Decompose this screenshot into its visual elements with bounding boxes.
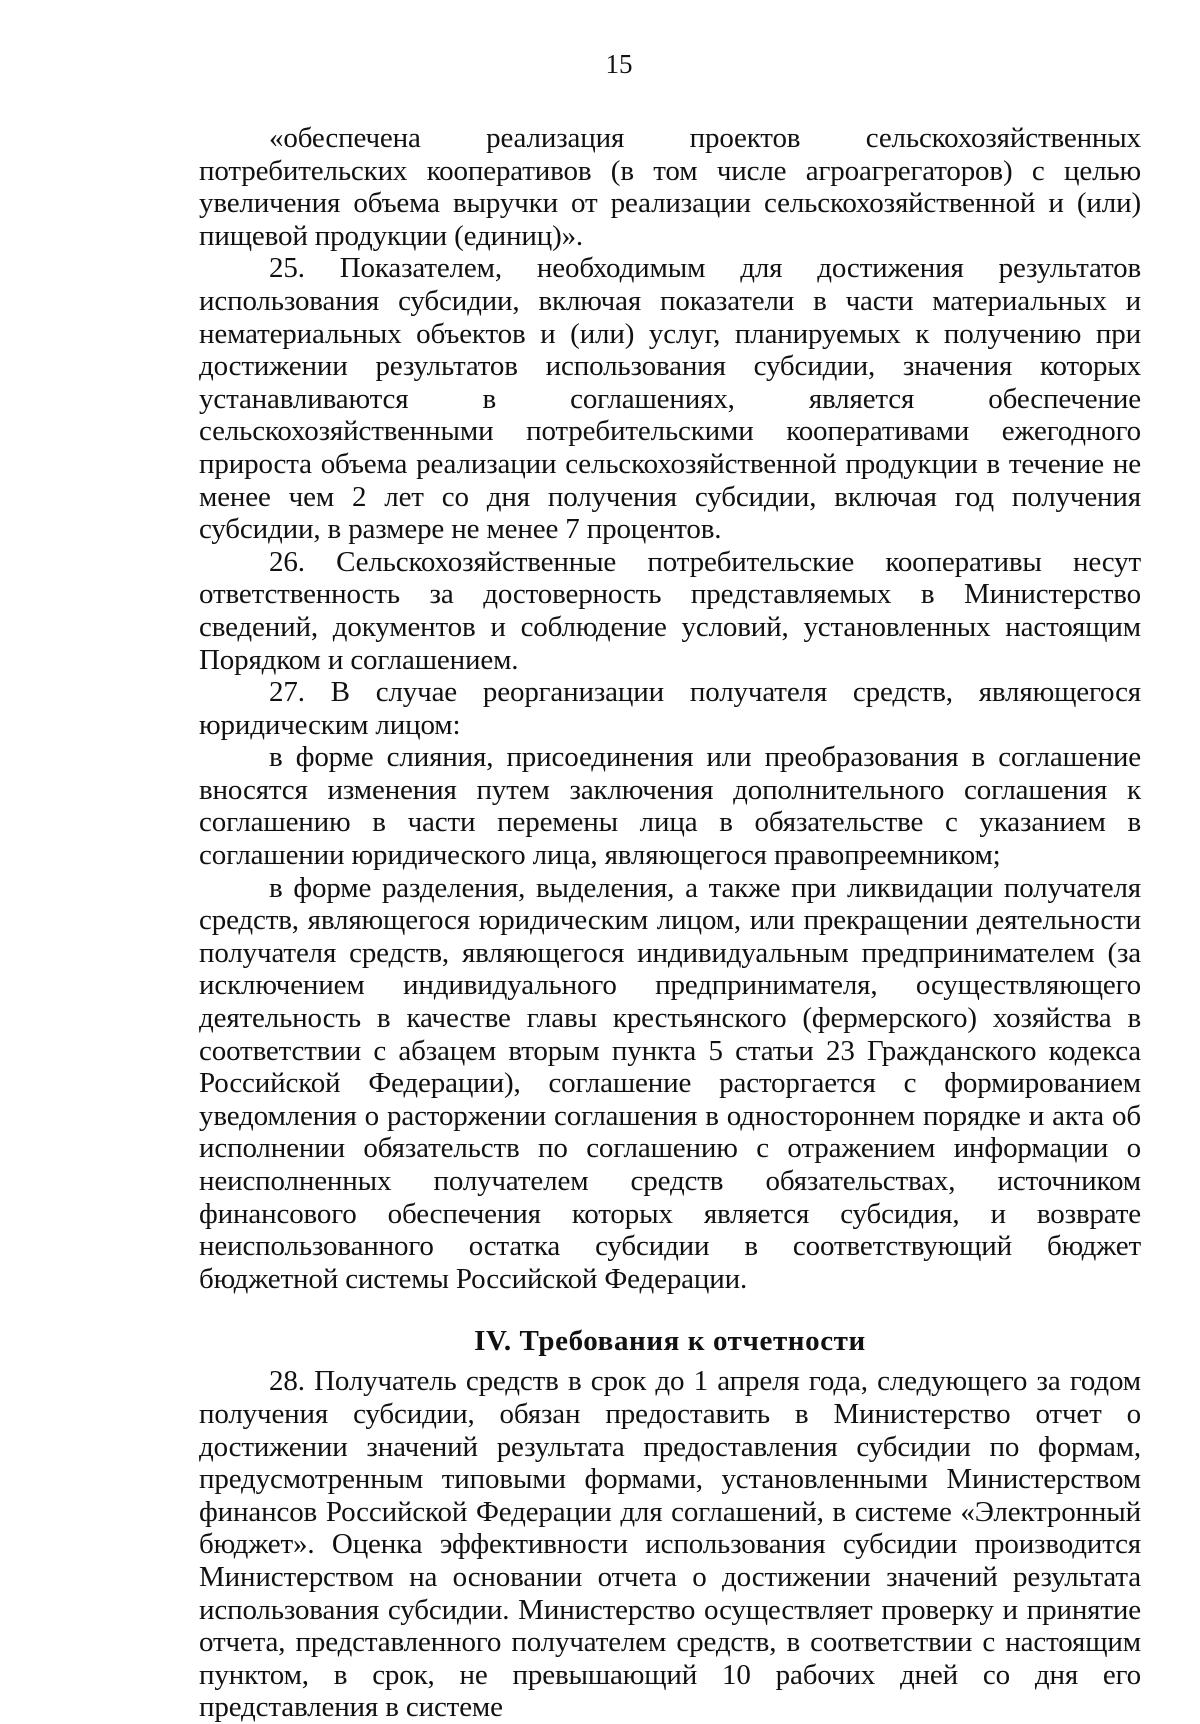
document-body	[199, 122, 1141, 1724]
paragraph-27: 27. В случае реорганизации получателя средств, являющегося юридическим лицом:	[199, 676, 1141, 741]
paragraph-quote-closing: «обеспечена реализация проектов сельскохозяйственных потребительских кооперативов (в том числе агроагрегаторов) с целью увеличения объема выручки от реализации сельскохозяйственной и (или) пищевой продукции (единиц)».	[199, 122, 1141, 252]
paragraph-27-merger: в форме слияния, присоединения или преобразования в соглашение вносятся изменения путем заключения дополнительного соглашения к соглашению в части перемены лица в обязательстве с указанием в соглашении юридического лица, являющегося правопреемником;	[199, 741, 1141, 872]
section-heading: IV. Требования к отчетности	[474, 1325, 866, 1358]
paragraph-25: 25. Показателем, необходимым для достижения результатов использования субсидии, включая показатели в части материальных и нематериальных объектов и (или) услуг, планируемых к получению при достижении результатов использования субсидии, значения которых устанавливаются в соглашениях, является обеспечение сельскохозяйственными потребительскими кооперативами ежегодного прироста объема реализации сельскохозяйственной продукции в течение не менее чем 2 лет со дня получения субсидии, включая год получения субсидии, в размере не менее 7 процентов.	[199, 252, 1141, 546]
paragraph-26: 26. Сельскохозяйственные потребительские кооперативы несут ответственность за достоверность представляемых в Министерство сведений, документов и соблюдение условий, установленных настоящим Порядком и соглашением.	[199, 545, 1141, 676]
paragraph-27-division: в форме разделения, выделения, а также при ликвидации получателя средств, являющегося юридическим лицом, или прекращении деятельности получателя средств, являющегося индивидуальным предпринимателем (за исключением индивидуального предпринимателя, осуществляющего деятельность в качестве главы крестьянского (фермерского) хозяйства в соответствии с абзацем вторым пункта 5 статьи 23 Гражданского кодекса Российской Федерации), соглашение расторгается с формированием уведомления о расторжении соглашения в одностороннем порядке и акта об исполнении обязательств по соглашению с отражением информации о неисполненных получателем средств обязательствах, источником финансового обеспечения которых является субсидия, и возврате неиспользованного остатка субсидии в соответствующий бюджет бюджетной системы Российской Федерации.	[199, 871, 1141, 1295]
page-number: 15	[605, 49, 633, 79]
paragraph-28: 28. Получатель средств в срок до 1 апреля года, следующего за годом получения субсидии, обязан предоставить в Министерство отчет о достижении значений результата предоставления субсидии по формам, предусмотренным типовыми формами, установленными Министерством финансов Российской Федерации для соглашений, в системе «Электронный бюджет». Оценка эффективности использования субсидии производится Министерством на основании отчета о достижении значений результата использования субсидии. Министерство осуществляет проверку и принятие отчета, представленного получателем средств, в соответствии с настоящим пунктом, в срок, не превышающий 10 рабочих дней со дня его представления в системе	[199, 1365, 1141, 1724]
